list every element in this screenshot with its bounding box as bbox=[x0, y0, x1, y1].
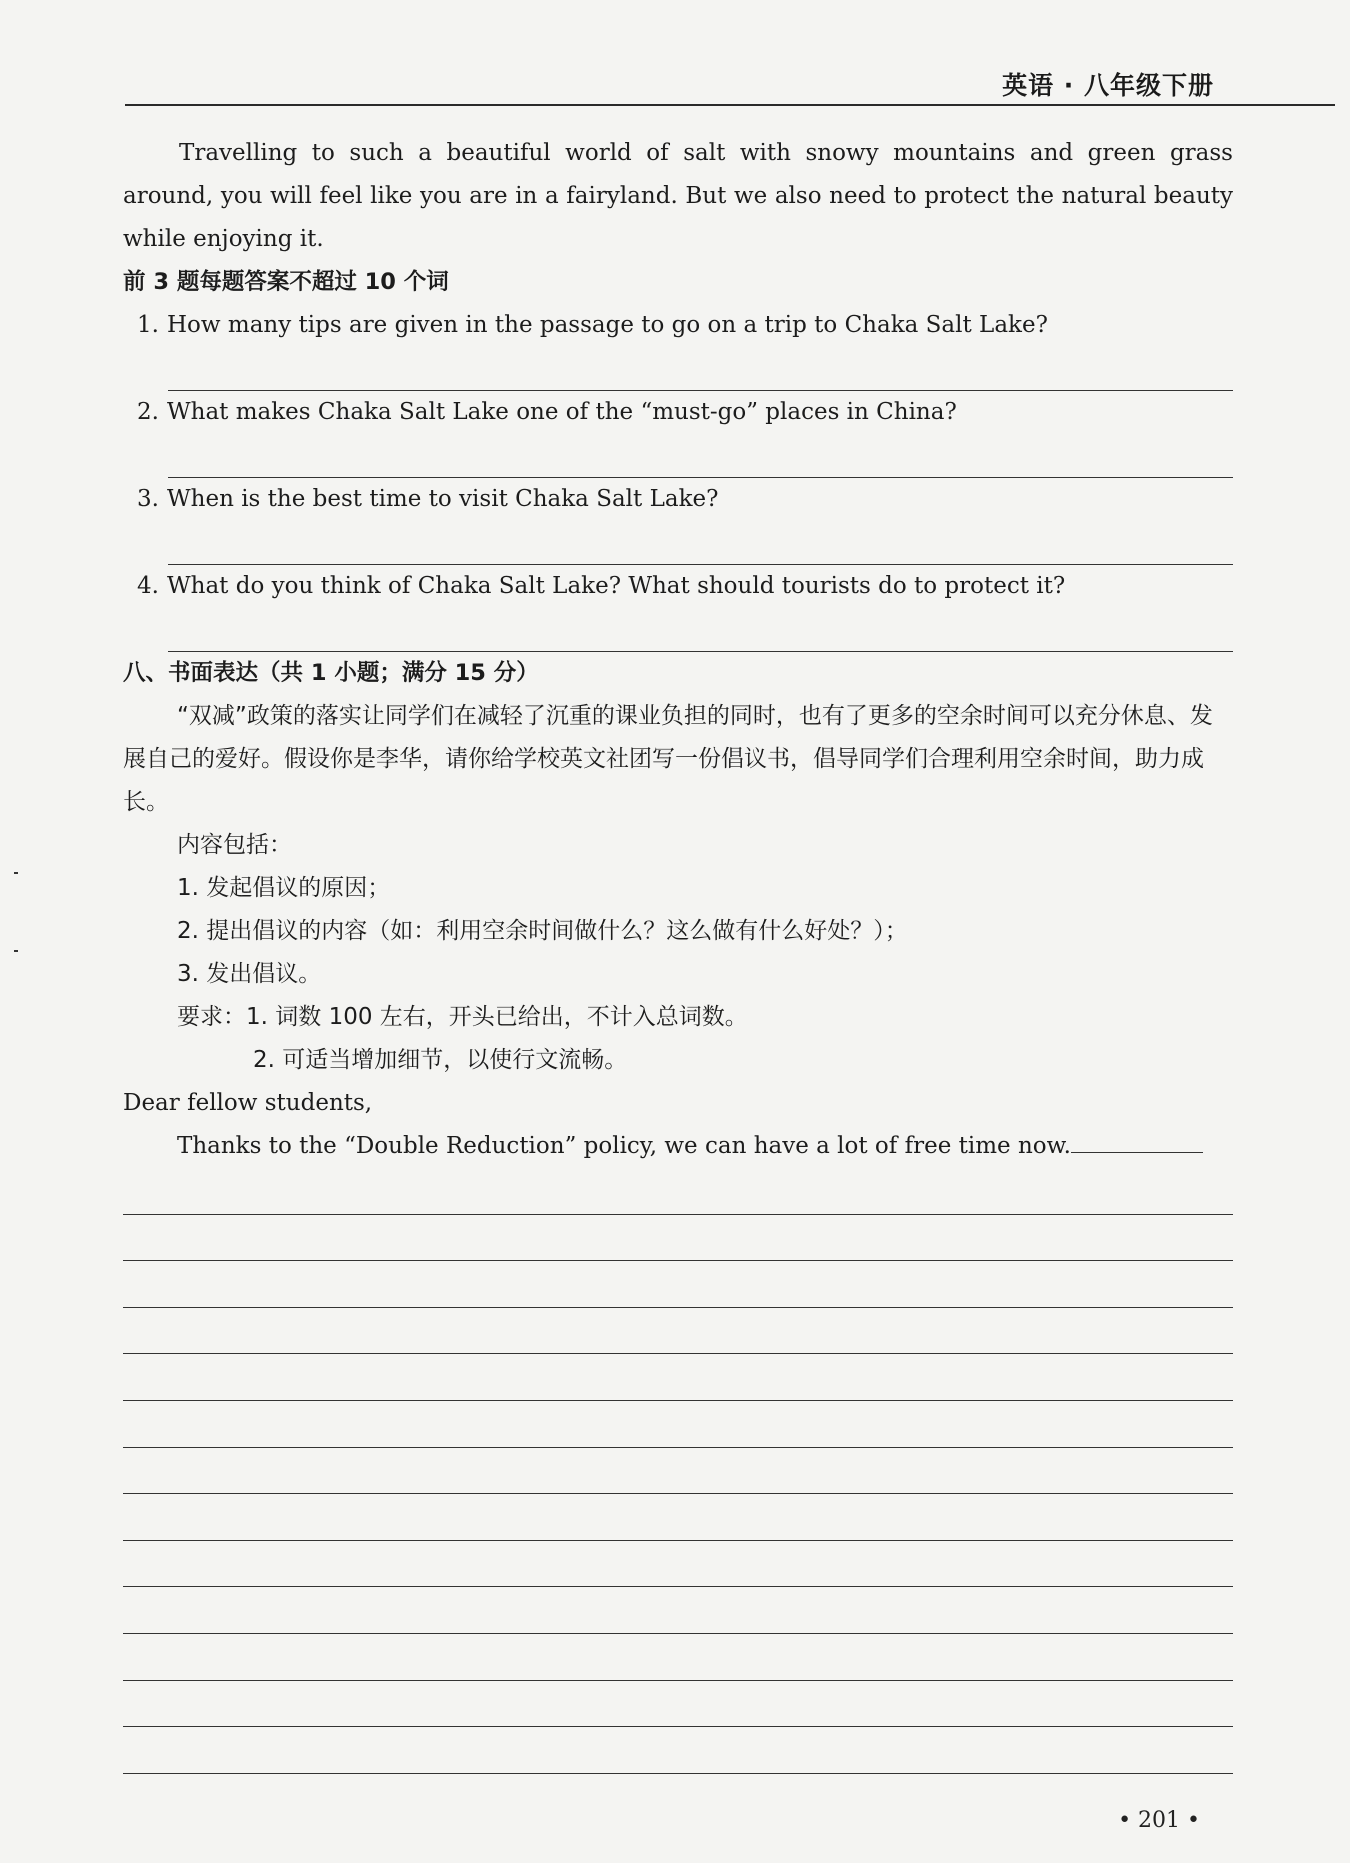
question-number: 4. bbox=[137, 573, 159, 599]
writing-line[interactable] bbox=[123, 1681, 1233, 1728]
page-content bbox=[123, 132, 1233, 1774]
question-2 bbox=[123, 391, 1233, 478]
question-number: 2. bbox=[137, 399, 159, 425]
letter-opening-line bbox=[123, 1125, 1233, 1168]
writing-line[interactable] bbox=[123, 1634, 1233, 1681]
question-3 bbox=[123, 478, 1233, 565]
passage-ending: Travelling to such a beautiful world of salt with snowy mountains and green grass around, you will feel like you are in a fairyland. But we also need to protect the natural beauty while enjoying it. bbox=[123, 140, 1233, 252]
writing-line[interactable] bbox=[123, 1448, 1233, 1495]
question-instruction: 前 3 题每题答案不超过 10 个词 bbox=[123, 269, 449, 295]
writing-blank-inline[interactable] bbox=[1071, 1128, 1203, 1153]
writing-line[interactable] bbox=[123, 1308, 1233, 1355]
question-1 bbox=[123, 304, 1233, 391]
letter-opening: Thanks to the “Double Reduction” policy, we can have a lot of free time now. bbox=[177, 1133, 1071, 1159]
content-item: 1. 发起倡议的原因； bbox=[177, 875, 391, 901]
answer-line-3[interactable] bbox=[168, 521, 1233, 565]
margin-mark bbox=[14, 872, 18, 874]
margin-mark bbox=[14, 950, 18, 952]
writing-line[interactable] bbox=[123, 1541, 1233, 1588]
answer-line-4[interactable] bbox=[168, 608, 1233, 652]
writing-line[interactable] bbox=[123, 1587, 1233, 1634]
header-rule bbox=[125, 104, 1335, 106]
content-label: 内容包括： bbox=[177, 832, 292, 858]
question-text: How many tips are given in the passage to go on a trip to Chaka Salt Lake? bbox=[167, 312, 1048, 338]
requirement: 2. 可适当增加细节，以使行文流畅。 bbox=[253, 1047, 628, 1073]
requirement: 要求：1. 词数 100 左右，开头已给出，不计入总词数。 bbox=[177, 1004, 748, 1030]
question-number: 3. bbox=[137, 486, 159, 512]
writing-line[interactable] bbox=[123, 1168, 1233, 1215]
writing-section-heading: 八、书面表达（共 1 小题；满分 15 分） bbox=[123, 660, 539, 686]
writing-area[interactable] bbox=[123, 1168, 1233, 1774]
header-title: 英语 · 八年级下册 bbox=[1002, 71, 1214, 100]
question-text: What makes Chaka Salt Lake one of the “must-go” places in China? bbox=[167, 399, 957, 425]
question-text: What do you think of Chaka Salt Lake? What should tourists do to protect it? bbox=[167, 573, 1066, 599]
writing-line[interactable] bbox=[123, 1215, 1233, 1262]
question-4 bbox=[123, 565, 1233, 652]
answer-line-1[interactable] bbox=[168, 347, 1233, 391]
writing-line[interactable] bbox=[123, 1494, 1233, 1541]
question-number: 1. bbox=[137, 312, 159, 338]
writing-line[interactable] bbox=[123, 1401, 1233, 1448]
writing-line[interactable] bbox=[123, 1354, 1233, 1401]
answer-line-2[interactable] bbox=[168, 434, 1233, 478]
writing-line[interactable] bbox=[123, 1261, 1233, 1308]
page-header bbox=[125, 62, 1335, 106]
content-item: 3. 发出倡议。 bbox=[177, 961, 322, 987]
content-item: 2. 提出倡议的内容（如：利用空余时间做什么？这么做有什么好处？）； bbox=[177, 918, 908, 944]
letter-greeting: Dear fellow students, bbox=[123, 1090, 373, 1116]
page-number: • 201 • bbox=[1118, 1808, 1200, 1833]
question-text: When is the best time to visit Chaka Salt Lake? bbox=[167, 486, 719, 512]
writing-prompt: “双减”政策的落实让同学们在减轻了沉重的课业负担的同时，也有了更多的空余时间可以充分休息、发展自己的爱好。假设你是李华，请你给学校英文社团写一份倡议书，倡导同学们合理利用空余时间，助力成长。 bbox=[123, 703, 1213, 815]
writing-line[interactable] bbox=[123, 1727, 1233, 1774]
